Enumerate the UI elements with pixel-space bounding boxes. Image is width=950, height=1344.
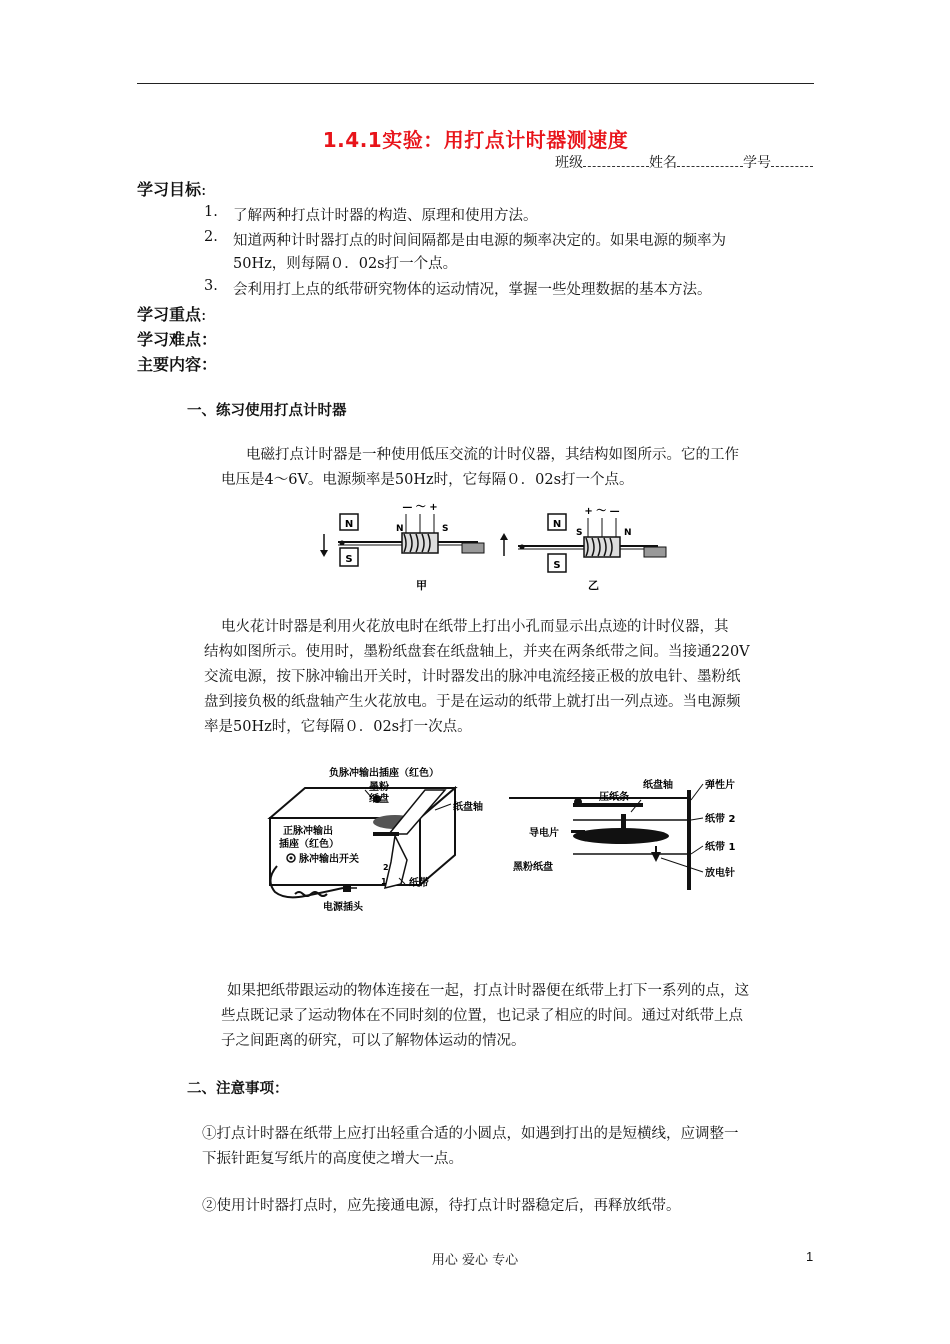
page-number: 1 <box>806 1249 814 1264</box>
svg-text:弹性片: 弹性片 <box>705 780 735 791</box>
section2-heading: 二、注意事项： <box>187 1081 289 1097</box>
para2-line5: 率是50Hz时，它每隔０．02s打一次点。 <box>204 719 472 735</box>
note1-line1: ①打点计时器在纸带上应打出轻重合适的小圆点，如遇到打出的是短横线，应调整一 <box>202 1126 739 1142</box>
svg-text:纸盘轴: 纸盘轴 <box>643 780 673 791</box>
page-title: 1.4.1实验：用打点计时器测速度 <box>322 128 629 152</box>
note2: ②使用计时器打点时，应先接通电源，待打点计时器稳定后，再释放纸带。 <box>202 1198 681 1214</box>
objectives-heading: 学习目标: <box>137 180 207 199</box>
class-info-line <box>555 152 813 172</box>
objective-3: 会利用打上点的纸带研究物体的运动情况，掌握一些处理数据的基本方法。 <box>233 282 712 298</box>
id-label: 学号 <box>743 155 771 171</box>
objective-2: 知道两种计时器打点的时间间隔都是由电源的频率决定的。如果电源的频率为 <box>233 233 726 249</box>
svg-text:插座（红色）: 插座（红色） <box>279 839 339 850</box>
class-label: 班级 <box>555 155 583 171</box>
svg-text:正脉冲输出: 正脉冲输出 <box>283 826 333 837</box>
key-points-heading: 学习重点: <box>137 305 207 324</box>
svg-text:N: N <box>624 528 632 538</box>
svg-text:S: S <box>576 528 583 538</box>
svg-text:导电片: 导电片 <box>529 828 559 839</box>
svg-text:墨粉: 墨粉 <box>369 782 389 793</box>
objective-num-2: 2. <box>204 229 218 245</box>
name-blank <box>677 154 743 167</box>
objective-num-1: 1. <box>204 204 218 220</box>
svg-text:+ ～ —: + ～ — <box>584 506 620 517</box>
objective-2-cont: 50Hz，则每隔０．02s打一个点。 <box>233 256 458 272</box>
svg-text:1: 1 <box>381 877 387 886</box>
svg-text:甲: 甲 <box>416 579 427 592</box>
objective-num-3: 3. <box>204 278 218 294</box>
footer-text: 用心 爱心 专心 <box>431 1253 519 1268</box>
spark-timer-section <box>509 778 735 890</box>
svg-text:脉冲输出开关: 脉冲输出开关 <box>299 854 359 865</box>
svg-text:N: N <box>552 519 562 530</box>
svg-text:2: 2 <box>383 863 389 872</box>
para3-line2: 些点既记录了运动物体在不同时刻的位置，也记录了相应的时间。通过对纸带上点 <box>221 1008 743 1024</box>
main-content-heading: 主要内容： <box>137 355 218 374</box>
svg-text:N: N <box>344 519 354 530</box>
svg-text:S: S <box>442 524 449 534</box>
id-blank <box>771 154 813 167</box>
section1-heading: 一、练习使用打点计时器 <box>187 403 347 419</box>
figure-jia <box>320 502 484 592</box>
name-label: 姓名 <box>649 155 677 171</box>
figure-yi <box>500 506 666 592</box>
para3-line3: 子之间距离的研究，可以了解物体运动的情况。 <box>221 1033 526 1049</box>
spark-timer-figure <box>255 760 775 918</box>
para2-line4: 盘到接负极的纸盘轴产生火花放电。于是在运动的纸带上就打出一列点迹。当电源频 <box>204 694 741 710</box>
svg-text:纸盘轴: 纸盘轴 <box>453 802 483 813</box>
para2-line2: 结构如图所示。使用时，墨粉纸盘套在纸盘轴上，并夹在两条纸带之间。当接通220V <box>204 644 750 660</box>
para2-line3: 交流电源，按下脉冲输出开关时，计时器发出的脉冲电流经接正极的放电针、墨粉纸 <box>204 669 741 685</box>
svg-text:纸盘: 纸盘 <box>369 794 389 805</box>
svg-text:电源插头: 电源插头 <box>323 902 363 913</box>
svg-text:负脉冲输出插座（红色）: 负脉冲输出插座（红色） <box>329 768 439 779</box>
svg-text:N: N <box>396 524 404 534</box>
svg-text:黑粉纸盘: 黑粉纸盘 <box>513 862 553 873</box>
para1-line2: 电压是4～6V。电源频率是50Hz时，它每隔０．02s打一个点。 <box>221 472 634 488</box>
svg-text:乙: 乙 <box>588 579 599 592</box>
difficulties-heading: 学习难点： <box>137 330 218 349</box>
class-blank <box>583 154 649 167</box>
svg-text:放电针: 放电针 <box>705 868 735 879</box>
svg-text:纸带: 纸带 <box>409 878 429 889</box>
note1-line2: 下振针距复写纸片的高度使之增大一点。 <box>202 1151 463 1167</box>
electromagnetic-timer-figure <box>318 500 670 596</box>
svg-text:纸带 1: 纸带 1 <box>705 842 736 853</box>
svg-text:S: S <box>345 554 353 565</box>
header-rule <box>137 83 814 84</box>
objective-1: 了解两种打点计时器的构造、原理和使用方法。 <box>233 208 538 224</box>
svg-text:— ～ +: — ～ + <box>402 502 438 513</box>
para3-line1: 如果把纸带跟运动的物体连接在一起，打点计时器便在纸带上打下一系列的点，这 <box>227 983 749 999</box>
svg-text:压纸条: 压纸条 <box>599 792 629 803</box>
svg-text:纸带 2: 纸带 2 <box>705 814 736 825</box>
spark-timer-3d <box>270 766 483 913</box>
para1-line1: 电磁打点计时器是一种使用低压交流的计时仪器，其结构如图所示。它的工作 <box>246 447 739 463</box>
svg-text:S: S <box>553 560 561 571</box>
para2-line1: 电火花计时器是利用火花放电时在纸带上打出小孔而显示出点迹的计时仪器，其 <box>221 619 729 635</box>
